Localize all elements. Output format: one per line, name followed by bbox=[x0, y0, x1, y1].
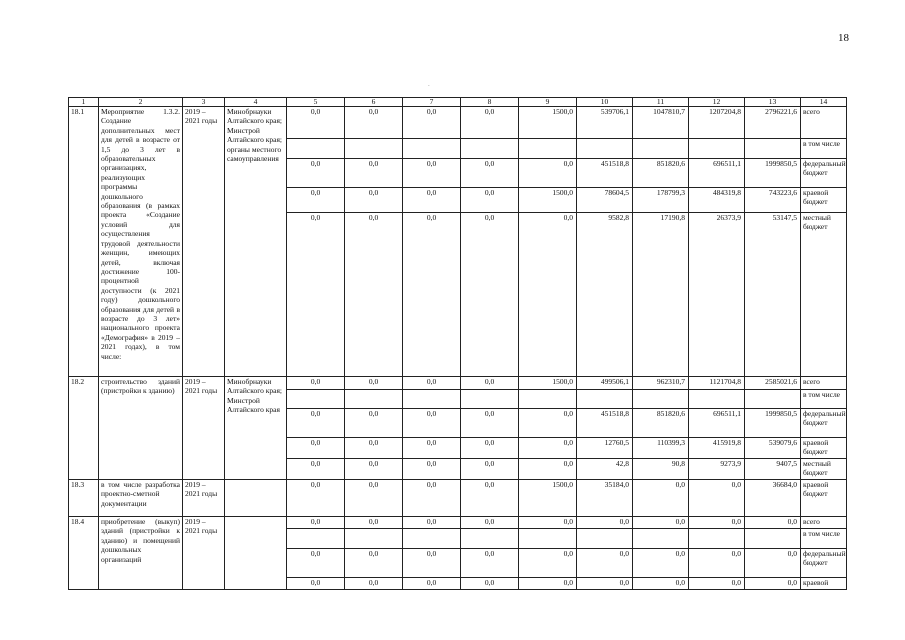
row-number: 18.4 bbox=[69, 517, 99, 590]
cell-value: 0,0 bbox=[345, 459, 403, 480]
cell-value: 0,0 bbox=[689, 480, 745, 517]
cell-value: 0,0 bbox=[403, 459, 461, 480]
row-number: 18.2 bbox=[69, 377, 99, 480]
cell-value: 0,0 bbox=[403, 480, 461, 517]
cell-value: 0,0 bbox=[287, 409, 345, 438]
col-header: 7 bbox=[403, 98, 461, 107]
cell-value: 9273,9 bbox=[689, 459, 745, 480]
cell-value: 0,0 bbox=[345, 578, 403, 590]
cell-value: 696511,1 bbox=[689, 409, 745, 438]
cell-value: 0,0 bbox=[577, 517, 633, 529]
cell-value: 0,0 bbox=[461, 188, 519, 213]
cell-value: 0,0 bbox=[745, 578, 801, 590]
cell-value: 0,0 bbox=[689, 549, 745, 578]
cell-value: 451518,8 bbox=[577, 159, 633, 188]
cell-value: 0,0 bbox=[519, 549, 577, 578]
funding-source: в том числе bbox=[801, 139, 847, 159]
cell-value: 0,0 bbox=[461, 480, 519, 517]
cell-value: 0,0 bbox=[461, 213, 519, 377]
cell-value: 78604,5 bbox=[577, 188, 633, 213]
row-years: 2019 – 2021 годы bbox=[183, 107, 225, 377]
cell-value: 0,0 bbox=[519, 409, 577, 438]
cell-value: 26373,9 bbox=[689, 213, 745, 377]
table-row bbox=[69, 517, 847, 529]
cell-value: 2585021,6 bbox=[745, 377, 801, 390]
cell-value: 0,0 bbox=[403, 213, 461, 377]
cell-value: 0,0 bbox=[287, 377, 345, 390]
cell-value: 451518,8 bbox=[577, 409, 633, 438]
funding-source: местный бюджет bbox=[801, 459, 847, 480]
cell-value: 53147,5 bbox=[745, 213, 801, 377]
cell-value: 0,0 bbox=[461, 159, 519, 188]
cell-value: 0,0 bbox=[287, 578, 345, 590]
cell-value: 9582,8 bbox=[577, 213, 633, 377]
cell-value: 0,0 bbox=[403, 578, 461, 590]
col-header: 6 bbox=[345, 98, 403, 107]
funding-source: федеральный бюджет bbox=[801, 409, 847, 438]
cell-value: 0,0 bbox=[461, 409, 519, 438]
cell-value: 0,0 bbox=[633, 517, 689, 529]
cell-value: 0,0 bbox=[461, 438, 519, 459]
funding-source: федеральный бюджет bbox=[801, 159, 847, 188]
cell-value: 0,0 bbox=[633, 578, 689, 590]
row-number: 18.1 bbox=[69, 107, 99, 377]
cell-value: 0,0 bbox=[519, 517, 577, 529]
cell-value: 0,0 bbox=[403, 549, 461, 578]
cell-value: 178799,3 bbox=[633, 188, 689, 213]
row-years: 2019 – 2021 годы bbox=[183, 480, 225, 517]
cell-value: 0,0 bbox=[461, 107, 519, 139]
cell-value: 0,0 bbox=[633, 480, 689, 517]
col-header: 3 bbox=[183, 98, 225, 107]
cell-value: 0,0 bbox=[519, 578, 577, 590]
cell-value: 0,0 bbox=[345, 188, 403, 213]
cell-value: 17190,8 bbox=[633, 213, 689, 377]
cell-value: 1500,0 bbox=[519, 107, 577, 139]
col-header: 5 bbox=[287, 98, 345, 107]
cell-value: 42,8 bbox=[577, 459, 633, 480]
cell-value: 0,0 bbox=[633, 549, 689, 578]
cell-value: 0,0 bbox=[345, 438, 403, 459]
funding-source: местный бюджет bbox=[801, 213, 847, 377]
budget-table bbox=[68, 97, 847, 590]
cell-value: 1500,0 bbox=[519, 480, 577, 517]
row-number: 18.3 bbox=[69, 480, 99, 517]
row-description: приобретение (выкуп) зданий (пристройки к зданию) и помещений дошкольных организаций bbox=[99, 517, 183, 590]
cell-value: 0,0 bbox=[403, 188, 461, 213]
cell-value: 0,0 bbox=[287, 188, 345, 213]
cell-value: 0,0 bbox=[461, 459, 519, 480]
col-header: 14 bbox=[801, 98, 847, 107]
cell-value: 0,0 bbox=[345, 213, 403, 377]
scan-mark: . bbox=[428, 80, 430, 88]
row-executor: Минобрнауки Алтайского края; Минстрой Алтайского края bbox=[225, 377, 287, 480]
cell-value: 0,0 bbox=[345, 517, 403, 529]
page-number: 18 bbox=[838, 32, 849, 44]
col-header: 11 bbox=[633, 98, 689, 107]
cell-value: 743223,6 bbox=[745, 188, 801, 213]
cell-value: 0,0 bbox=[403, 107, 461, 139]
cell-value: 851820,6 bbox=[633, 409, 689, 438]
funding-source: краевой бюджет bbox=[801, 438, 847, 459]
cell-value: 0,0 bbox=[345, 549, 403, 578]
cell-value: 0,0 bbox=[345, 159, 403, 188]
cell-value: 1999850,5 bbox=[745, 159, 801, 188]
cell-value: 35184,0 bbox=[577, 480, 633, 517]
cell-value: 962310,7 bbox=[633, 377, 689, 390]
cell-value: 0,0 bbox=[287, 459, 345, 480]
cell-value: 415919,8 bbox=[689, 438, 745, 459]
cell-value: 0,0 bbox=[745, 549, 801, 578]
cell-value: 539706,1 bbox=[577, 107, 633, 139]
row-executor bbox=[225, 517, 287, 590]
cell-value: 0,0 bbox=[345, 377, 403, 390]
funding-source: в том числе bbox=[801, 390, 847, 409]
cell-value: 0,0 bbox=[745, 517, 801, 529]
funding-source: краевой бюджет bbox=[801, 188, 847, 213]
row-description: в том числе разработка проектно-сметной документации bbox=[99, 480, 183, 517]
cell-value: 0,0 bbox=[519, 438, 577, 459]
funding-source: в том числе bbox=[801, 529, 847, 549]
cell-value: 1047810,7 bbox=[633, 107, 689, 139]
table-row bbox=[69, 480, 847, 517]
cell-value: 0,0 bbox=[461, 377, 519, 390]
cell-value: 0,0 bbox=[287, 549, 345, 578]
col-header: 4 bbox=[225, 98, 287, 107]
col-header: 9 bbox=[519, 98, 577, 107]
table-header-row bbox=[69, 98, 847, 107]
row-executor: Минобрнауки Алтайского края; Минстрой Алтайского края; органы местного самоуправления bbox=[225, 107, 287, 377]
cell-value: 0,0 bbox=[403, 159, 461, 188]
cell-value: 0,0 bbox=[519, 159, 577, 188]
col-header: 12 bbox=[689, 98, 745, 107]
cell-value: 0,0 bbox=[461, 517, 519, 529]
row-years: 2019 – 2021 годы bbox=[183, 377, 225, 480]
cell-value: 0,0 bbox=[403, 517, 461, 529]
cell-value: 0,0 bbox=[577, 549, 633, 578]
cell-value: 696511,1 bbox=[689, 159, 745, 188]
cell-value: 484319,8 bbox=[689, 188, 745, 213]
cell-value: 0,0 bbox=[287, 213, 345, 377]
cell-value: 36684,0 bbox=[745, 480, 801, 517]
cell-value: 851820,6 bbox=[633, 159, 689, 188]
cell-value: 0,0 bbox=[689, 578, 745, 590]
col-header: 10 bbox=[577, 98, 633, 107]
col-header: 1 bbox=[69, 98, 99, 107]
table-row bbox=[69, 377, 847, 390]
cell-value: 9407,5 bbox=[745, 459, 801, 480]
cell-value: 12760,5 bbox=[577, 438, 633, 459]
funding-source: всего bbox=[801, 377, 847, 390]
cell-value: 0,0 bbox=[403, 409, 461, 438]
cell-value: 499506,1 bbox=[577, 377, 633, 390]
cell-value: 0,0 bbox=[287, 438, 345, 459]
cell-value: 1500,0 bbox=[519, 188, 577, 213]
cell-value: 1207204,8 bbox=[689, 107, 745, 139]
funding-source: краевой бюджет bbox=[801, 480, 847, 517]
cell-value: 0,0 bbox=[287, 480, 345, 517]
row-years: 2019 – 2021 годы bbox=[183, 517, 225, 590]
cell-value: 0,0 bbox=[519, 459, 577, 480]
row-description: Мероприятие 1.3.2. Создание дополнительных мест для детей в возрасте от 1,5 до 3 лет в образовательных организациях, реализующих программы дошкольного образования (в рамках проекта «Создание условий для осуществления трудовой деятельности женщин, имеющих детей, включая достижение 100-процентной доступности (к 2021 году) дошкольного образования для детей в возрасте до 3 лет» национального проекта «Демография» в 2019 – 2021 годах), в том числе: bbox=[99, 107, 183, 377]
cell-value: 110399,3 bbox=[633, 438, 689, 459]
table-row bbox=[69, 107, 847, 139]
cell-value: 90,8 bbox=[633, 459, 689, 480]
col-header: 8 bbox=[461, 98, 519, 107]
cell-value: 0,0 bbox=[287, 517, 345, 529]
cell-value: 0,0 bbox=[577, 578, 633, 590]
cell-value: 0,0 bbox=[287, 159, 345, 188]
funding-source: всего bbox=[801, 107, 847, 139]
cell-value: 0,0 bbox=[345, 409, 403, 438]
funding-source: всего bbox=[801, 517, 847, 529]
col-header: 2 bbox=[99, 98, 183, 107]
cell-value: 0,0 bbox=[287, 107, 345, 139]
row-description: строительство зданий (пристройки к зданию) bbox=[99, 377, 183, 480]
cell-value: 0,0 bbox=[461, 549, 519, 578]
row-executor bbox=[225, 480, 287, 517]
col-header: 13 bbox=[745, 98, 801, 107]
cell-value: 1121704,8 bbox=[689, 377, 745, 390]
cell-value: 0,0 bbox=[345, 480, 403, 517]
funding-source: федеральный бюджет bbox=[801, 549, 847, 578]
cell-value: 0,0 bbox=[519, 213, 577, 377]
cell-value: 0,0 bbox=[689, 517, 745, 529]
cell-value: 539079,6 bbox=[745, 438, 801, 459]
cell-value: 0,0 bbox=[345, 107, 403, 139]
cell-value: 0,0 bbox=[403, 377, 461, 390]
cell-value: 0,0 bbox=[461, 578, 519, 590]
cell-value: 1500,0 bbox=[519, 377, 577, 390]
cell-value: 1999850,5 bbox=[745, 409, 801, 438]
funding-source: краевой bbox=[801, 578, 847, 590]
cell-value: 2796221,6 bbox=[745, 107, 801, 139]
cell-value: 0,0 bbox=[403, 438, 461, 459]
